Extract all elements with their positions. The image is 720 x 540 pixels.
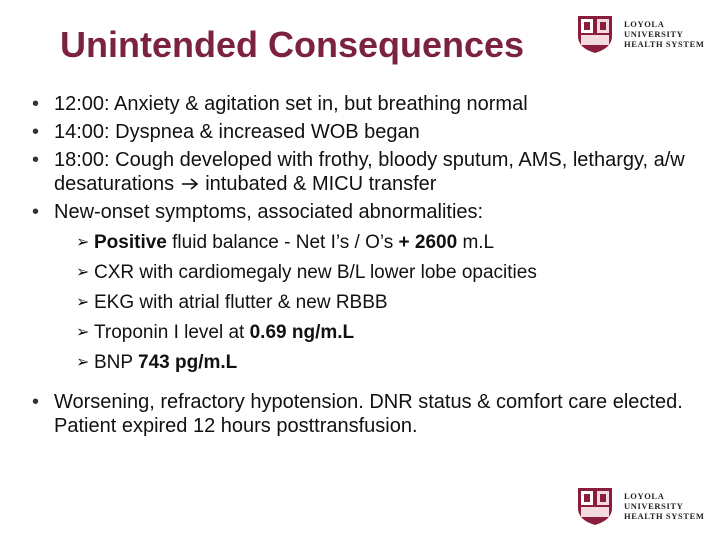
bullet-text: 18:00: Cough developed with frothy, bloody sputum, AMS, lethargy, a/w desaturations xyxy=(54,149,685,195)
sub-bullet-fluid xyxy=(76,228,710,258)
sub-bullet-text: BNP xyxy=(94,352,139,373)
logo-line-1: LOYOLA xyxy=(624,19,665,29)
sub-bullet-cxr xyxy=(76,258,710,288)
logo-wordmark xyxy=(624,491,704,521)
bullet-1800 xyxy=(30,148,710,196)
shield-icon xyxy=(572,486,618,526)
right-arrow-icon xyxy=(180,177,200,191)
logo-wordmark xyxy=(624,19,704,49)
slide-body xyxy=(30,92,710,442)
bullet-text: New-onset symptoms, associated abnormalities: xyxy=(54,201,484,223)
bullet-hypotension xyxy=(30,390,710,438)
logo-line-1: LOYOLA xyxy=(624,491,665,501)
sub-bullet-bold: Positive xyxy=(94,232,167,253)
bullet-dot-icon: • xyxy=(32,149,40,171)
sub-bullet-value: 743 pg/m.L xyxy=(138,352,238,373)
bullet-dot-icon: • xyxy=(32,201,40,223)
sub-bullet-troponin xyxy=(76,318,710,348)
sub-bullet-text: fluid balance - Net I’s / O’s xyxy=(166,232,399,253)
logo-line-2: UNIVERSITY xyxy=(624,501,684,511)
sub-bullet-list xyxy=(76,228,710,378)
arrowhead-bullet-icon: ➢ xyxy=(76,294,90,311)
sub-bullet-text: EKG with atrial flutter & new RBBB xyxy=(94,292,388,313)
sub-bullet-value: 0.69 ng/m.L xyxy=(249,322,355,343)
logo-line-2: UNIVERSITY xyxy=(624,29,684,39)
bullet-text: 14:00: Dyspnea & increased WOB began xyxy=(54,121,420,143)
sub-bullet-unit: m.L xyxy=(457,232,495,253)
sub-bullet-bnp xyxy=(76,348,710,378)
bullet-text: Worsening, refractory hypotension. DNR status & comfort care elected. Patient expired 12 hours posttransfusion. xyxy=(54,391,683,437)
arrowhead-bullet-icon: ➢ xyxy=(76,264,90,281)
bullet-1200 xyxy=(30,92,710,116)
sub-bullet-ekg xyxy=(76,288,710,318)
arrowhead-bullet-icon: ➢ xyxy=(76,354,90,371)
bullet-dot-icon: • xyxy=(32,391,40,413)
loyola-logo xyxy=(572,14,704,54)
logo-line-3: HEALTH SYSTEM xyxy=(624,511,705,521)
logo-line-3: HEALTH SYSTEM xyxy=(624,39,705,49)
bullet-dot-icon: • xyxy=(32,93,40,115)
shield-icon xyxy=(572,14,618,54)
bullet-dot-icon: • xyxy=(32,121,40,143)
bullet-new-onset xyxy=(30,200,710,224)
sub-bullet-text: CXR with cardiomegaly new B/L lower lobe opacities xyxy=(94,262,537,283)
sub-bullet-value: + 2600 xyxy=(398,232,458,253)
arrowhead-bullet-icon: ➢ xyxy=(76,324,90,341)
sub-bullet-text: Troponin I level at xyxy=(94,322,250,343)
bullet-1400 xyxy=(30,120,710,144)
slide-title: Unintended Consequences xyxy=(60,24,525,65)
bullet-text-continued: intubated & MICU transfer xyxy=(199,173,437,195)
loyola-logo-footer xyxy=(572,486,704,526)
bullet-text: 12:00: Anxiety & agitation set in, but breathing normal xyxy=(54,93,528,115)
arrowhead-bullet-icon: ➢ xyxy=(76,234,90,251)
